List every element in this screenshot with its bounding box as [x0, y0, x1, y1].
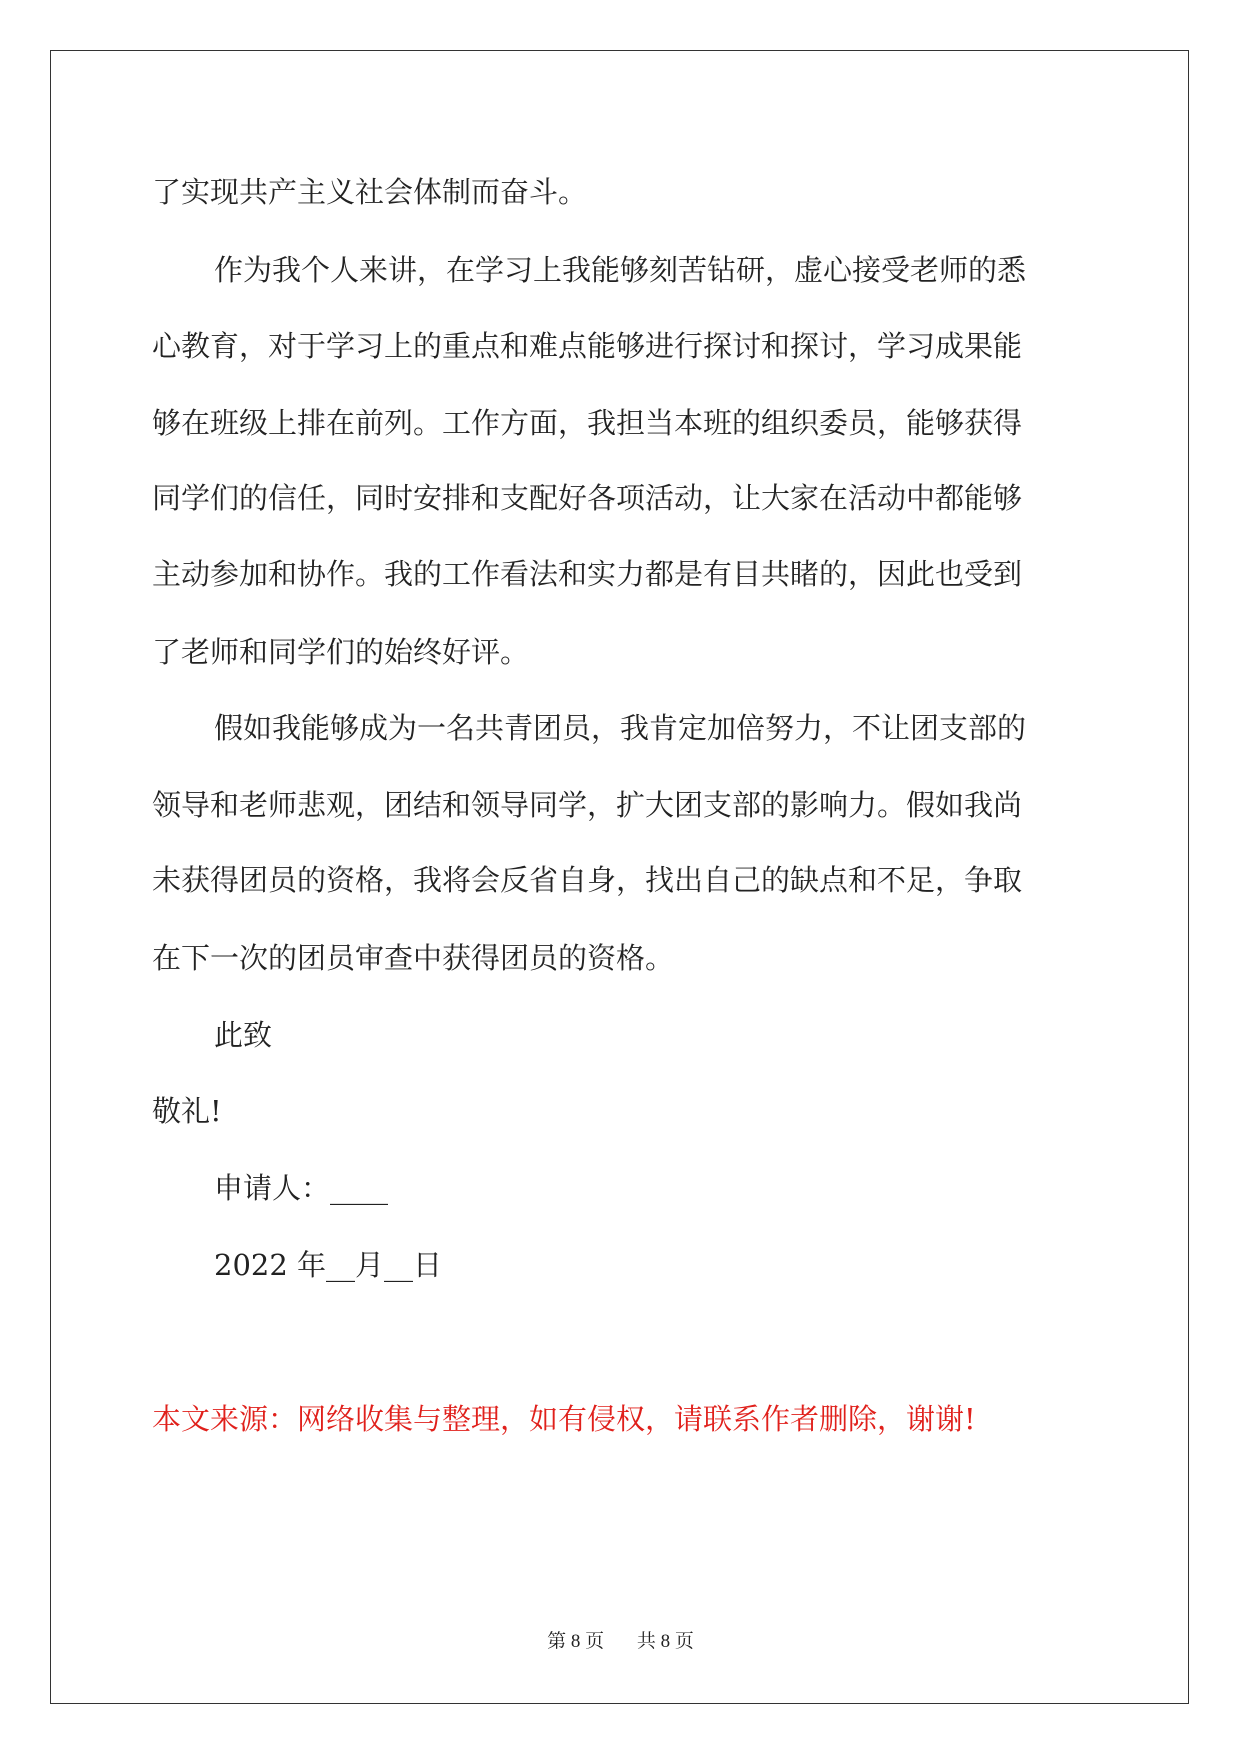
paragraph-start: 作为我个人来讲，在学习上我能够刻苦钻研，虚心接受老师的悉 — [214, 253, 1027, 287]
body-line: 主动参加和协作。我的工作看法和实力都是有目共睹的，因此也受到 — [152, 557, 1023, 591]
body-line: 了实现共产主义社会体制而奋斗。 — [152, 175, 588, 209]
body-line: 了老师和同学们的始终好评。 — [152, 635, 530, 669]
body-line: 心教育，对于学习上的重点和难点能够进行探讨和探讨，学习成果能 — [152, 329, 1023, 363]
source-note: 本文来源：网络收集与整理，如有侵权，请联系作者删除，谢谢! — [152, 1402, 976, 1436]
page-count: 共 8 页 — [636, 1631, 694, 1652]
closing-text: 此致 — [214, 1018, 273, 1052]
applicant-line: 申请人：____ — [214, 1171, 389, 1205]
body-line: 同学们的信任，同时安排和支配好各项活动，让大家在活动中都能够 — [152, 481, 1023, 515]
salutation: 敬礼! — [152, 1094, 222, 1128]
body-line: 领导和老师悲观，团结和领导同学，扩大团支部的影响力。假如我尚 — [152, 788, 1023, 822]
page-footer — [0, 1626, 1241, 1653]
body-line: 在下一次的团员审查中获得团员的资格。 — [152, 941, 675, 975]
body-line: 未获得团员的资格，我将会反省自身，找出自己的缺点和不足，争取 — [152, 863, 1023, 897]
body-line: 够在班级上排在前列。工作方面，我担当本班的组织委员，能够获得 — [152, 406, 1023, 440]
date-line: 2022 年__月__日 — [214, 1248, 443, 1282]
page-number: 第 8 页 — [547, 1631, 605, 1652]
paragraph-start: 假如我能够成为一名共青团员，我肯定加倍努力，不让团支部的 — [214, 711, 1027, 745]
